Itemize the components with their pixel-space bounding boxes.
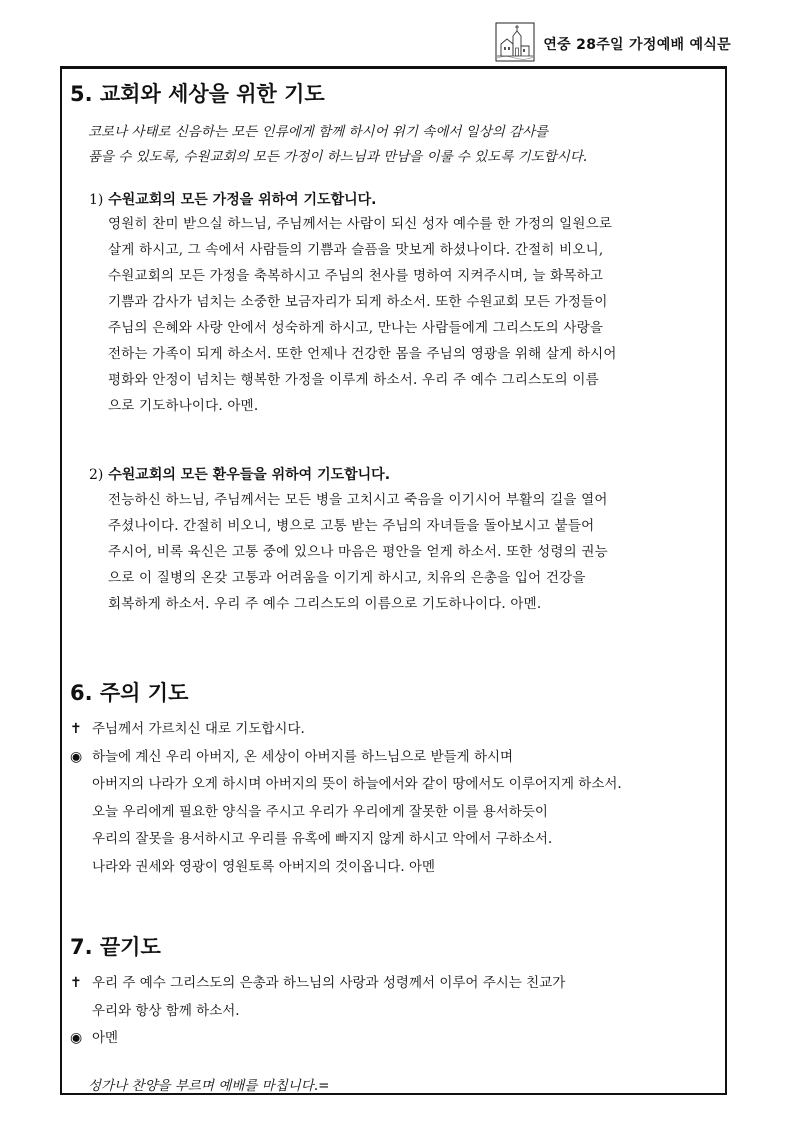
intro-line: 품을 수 있도록, 수원교회의 모든 가정이 하느님과 만남을 이룰 수 있도록 기도합시다.: [88, 149, 588, 165]
prayer-line: 전하는 가족이 되게 하소서. 또한 언제나 건강한 몸을 주님의 영광을 위해 살게 하시어: [108, 346, 617, 362]
prayer-line: 주님의 은혜와 사랑 안에서 성숙하게 하시고, 만나는 사람들에게 그리스도의 사랑을: [108, 320, 604, 336]
leader-line: [70, 970, 565, 998]
leader-line: [70, 716, 622, 744]
prayer-1-heading: [89, 189, 377, 209]
prayer-2-body: [108, 487, 722, 617]
people-text: 하늘에 계신 우리 아버지, 온 세상이 아버지를 하느님으로 받들게 하시며: [92, 748, 514, 765]
prayer-line: 주시어, 비록 육신은 고통 중에 있으나 마음은 평안을 얻게 하소서. 또한 성령의 권능: [108, 544, 608, 560]
lords-prayer: [70, 716, 622, 881]
church-icon: [495, 22, 535, 62]
people-text: 오늘 우리에게 필요한 양식을 주시고 우리가 우리에게 잘못한 이를 용서하듯이: [92, 803, 548, 820]
prayer-line: 으로 기도하나이다. 아멘.: [108, 398, 259, 414]
leader-text: 주님께서 가르치신 대로 기도합시다.: [92, 721, 305, 737]
document-title: 연중 28주일 가정예배 예식문: [543, 37, 731, 53]
prayer-line: 으로 이 질병의 온갖 고통과 어려움을 이기게 하시고, 치유의 은총을 입어 건강을: [108, 570, 586, 586]
prayer-1-body: [108, 211, 722, 419]
prayer-line: 전능하신 하느님, 주님께서는 모든 병을 고치시고 죽음을 이기시어 부활의 길을 열어: [108, 492, 608, 508]
people-text: 우리의 잘못을 용서하시고 우리를 유혹에 빠지지 않게 하시고 악에서 구하소서.: [92, 831, 553, 847]
section-7-heading: 7. 끝기도: [70, 935, 161, 959]
prayer-1-title: 수원교회의 모든 가정을 위하여 기도합니다.: [108, 192, 377, 208]
people-line: [70, 1025, 565, 1053]
prayer-2-number: 2): [89, 467, 104, 483]
circle-dot-icon: ◉: [70, 748, 83, 765]
section-6-heading: 6. 주의 기도: [70, 681, 189, 705]
closing-instruction: 성가나 찬양을 부르며 예배를 마칩니다.=: [88, 1078, 330, 1094]
prayer-line: 살게 하시고, 그 속에서 사람들의 기쁨과 슬픔을 맛보게 하셨나이다. 간절히 비오니,: [108, 242, 604, 258]
leader-text: 우리와 항상 함께 하소서.: [92, 1002, 240, 1019]
leader-text: 우리 주 예수 그리스도의 은총과 하느님의 사랑과 성령께서 이루어 주시는 친교가: [92, 975, 566, 991]
prayer-line: 평화와 안정이 넘치는 행복한 가정을 이루게 하소서. 우리 주 예수 그리스도의 이름: [108, 372, 599, 388]
people-text: 아멘: [92, 1030, 119, 1046]
people-line: [70, 744, 622, 772]
prayer-line: 주셨나이다. 간절히 비오니, 병으로 고통 받는 주님의 자녀들을 돌아보시고 붙들어: [108, 518, 595, 534]
section-5-heading: 5. 교회와 세상을 위한 기도: [70, 82, 325, 106]
circle-dot-icon: ◉: [70, 1030, 83, 1046]
cross-icon: ✝: [70, 721, 82, 737]
prayer-line: 영원히 찬미 받으실 하느님, 주님께서는 사람이 되신 성자 예수를 한 가정의 일원으로: [108, 216, 613, 232]
prayer-2-title: 수원교회의 모든 환우들을 위하여 기도합니다.: [108, 467, 391, 483]
prayer-2-heading: [89, 464, 390, 484]
cross-icon: ✝: [70, 975, 82, 991]
closing-prayer: [70, 970, 565, 1053]
intro-line: 코로나 사태로 신음하는 모든 인류에게 함께 하시어 위기 속에서 일상의 감사를: [88, 124, 549, 140]
prayer-line: 기쁨과 감사가 넘치는 소중한 보금자리가 되게 하소서. 또한 수원교회 모든 가정들이: [108, 294, 608, 310]
prayer-line: 수원교회의 모든 가정을 축복하시고 주님의 천사를 명하여 지켜주시며, 늘 화목하고: [108, 268, 604, 284]
prayer-line: 회복하게 하소서. 우리 주 예수 그리스도의 이름으로 기도하나이다. 아멘.: [108, 596, 542, 612]
content-frame: [60, 66, 727, 1095]
prayer-1-number: 1): [89, 192, 104, 208]
people-text: 나라와 권세와 영광이 영원토록 아버지의 것이옵니다. 아멘: [92, 858, 436, 875]
page-header: [495, 22, 731, 62]
section-5-intro: [88, 120, 587, 170]
people-text: 아버지의 나라가 오게 하시며 아버지의 뜻이 하늘에서와 같이 땅에서도 이루어지게 하소서.: [92, 776, 622, 792]
